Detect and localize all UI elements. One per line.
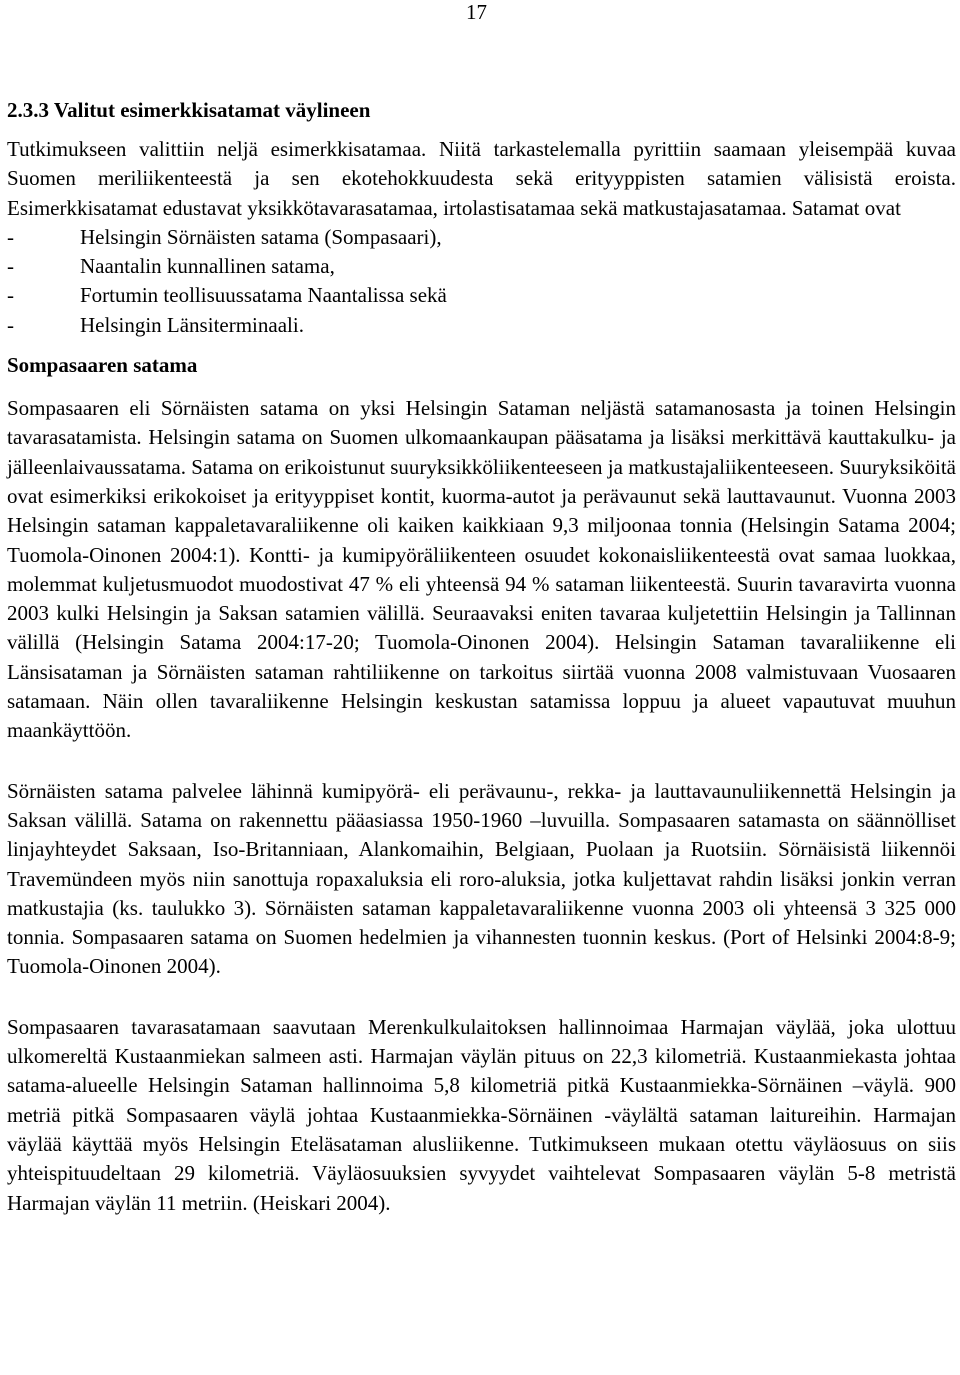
- ports-list: [7, 223, 956, 340]
- list-item: - Fortumin teollisuussatama Naantalissa sekä: [7, 281, 956, 310]
- subsection-title: Sompasaaren satama: [7, 353, 198, 378]
- page-number: 17: [466, 0, 487, 24]
- list-item: - Helsingin Sörnäisten satama (Sompasaari),: [7, 223, 956, 252]
- list-item: - Naantalin kunnallinen satama,: [7, 252, 956, 281]
- body-paragraph: Sörnäisten satama palvelee lähinnä kumipyörä- eli perävaunu-, rekka- ja lauttavaunuliikennettä Helsingin ja Saksan välillä. Satama on rakennettu pääasiassa 1950-1960 –luvuilla. Sompasaaren satamasta on säännölliset linjayhteydet Saksaan, Iso-Britanniaan, Alankomaihin, Belgiaan, Puolaan ja Ruotsiin. Sörnäisistä liikennöi Travemündeen myös niin sanottuja ropaxaluksia eli roro-aluksia, jotka kuljettavat rahdin lisäksi jonkin verran matkustajia (ks. taulukko 3). Sörnäisten sataman kappaletavaraliikenne vuonna 2003 oli yhteensä 3 325 000 tonnia. Sompasaaren satama on Suomen hedelmien ja vihannesten tuonnin keskus. (Port of Helsinki 2004:8-9; Tuomola-Oinonen 2004).: [7, 778, 956, 979]
- intro-paragraph: Tutkimukseen valittiin neljä esimerkkisatamaa. Niitä tarkastelemalla pyrittiin saamaan yleisempää kuvaa Suomen meriliikenteestä ja sen ekotehokkuudesta sekä erityyppisten satamien välisistä eroista. Esimerkkisatamat edustavat yksikkötavarasatamaa, irtolastisatamaa sekä matkustajasatamaa. Satamat ovat: [7, 137, 956, 220]
- body-paragraph: Sompasaaren eli Sörnäisten satama on yksi Helsingin Sataman neljästä satamanosasta ja toinen Helsingin tavarasatamista. Helsingin satama on Suomen ulkomaankaupan pääsatama ja lisäksi merkittävä kauttakulku- ja jälleenlaivaussatama. Satama on erikoistunut suuryksikköliikenteeseen ja matkustajaliikenteeseen. Suuryksiköitä ovat esimerkiksi erikokoiset ja erityyppiset kontit, kuorma-autot ja perävaunut sekä lauttavaunut. Vuonna 2003 Helsingin sataman kappaletavaraliikenne oli kaiken kaikkiaan 9,3 miljoonaa tonnia (Helsingin Satama 2004; Tuomola-Oinonen 2004:1). Kontti- ja kumipyöräliikenteen osuudet kokonaisliikenteestä ovat samaa luokkaa, molemmat kuljetusmuodot muodostivat 47 % eli yhteensä 94 % sataman liikenteestä. Suurin tavaravirta vuonna 2003 kulki Helsingin ja Saksan satamien välillä. Seuraavaksi eniten tavaraa kuljetettiin Helsingin ja Tallinnan välillä (Helsingin Satama 2004:17-20; Tuomola-Oinonen 2004). Helsingin Sataman tavaraliikenne eli Länsisataman ja Sörnäisten sataman rahtiliikenne on tarkoitus siirtää vuonna 2008 valmistuvaan Vuosaaren satamaan. Näin ollen tavaraliikenne Helsingin keskustan satamissa loppuu ja alueet vapautuvat muuhun maankäyttöön.: [7, 396, 956, 743]
- body-paragraph: Sompasaaren tavarasatamaan saavutaan Merenkulkulaitoksen hallinnoimaa Harmajan väylää, joka ulottuu ulkomereltä Kustaanmiekan salmeen asti. Harmajan väylän pituus on 22,3 kilometriä. Kustaanmiekasta johtaa satama-alueelle Helsingin Sataman hallinnoima 5,8 kilometriä pitkä Kustaanmiekka-Sörnäinen –väylä. 900 metriä pitkä Sompasaaren väylä johtaa Kustaanmiekka-Sörnäinen -väylältä sataman laitureihin. Harmajan väylää käyttää myös Helsingin Eteläsataman alusliikenne. Tutkimukseen mukaan otettu väyläosuus on siis yhteispituudeltaan 29 kilometriä. Väyläosuuksien syvyydet vaihtelevat Sompasaaren väylän 5-8 metristä Harmajan väylän 11 metriin. (Heiskari 2004).: [7, 1014, 956, 1215]
- section-title: 2.3.3 Valitut esimerkkisatamat väylineen: [7, 98, 371, 122]
- list-item: - Helsingin Länsiterminaali.: [7, 311, 956, 340]
- page-content: [7, 96, 956, 1218]
